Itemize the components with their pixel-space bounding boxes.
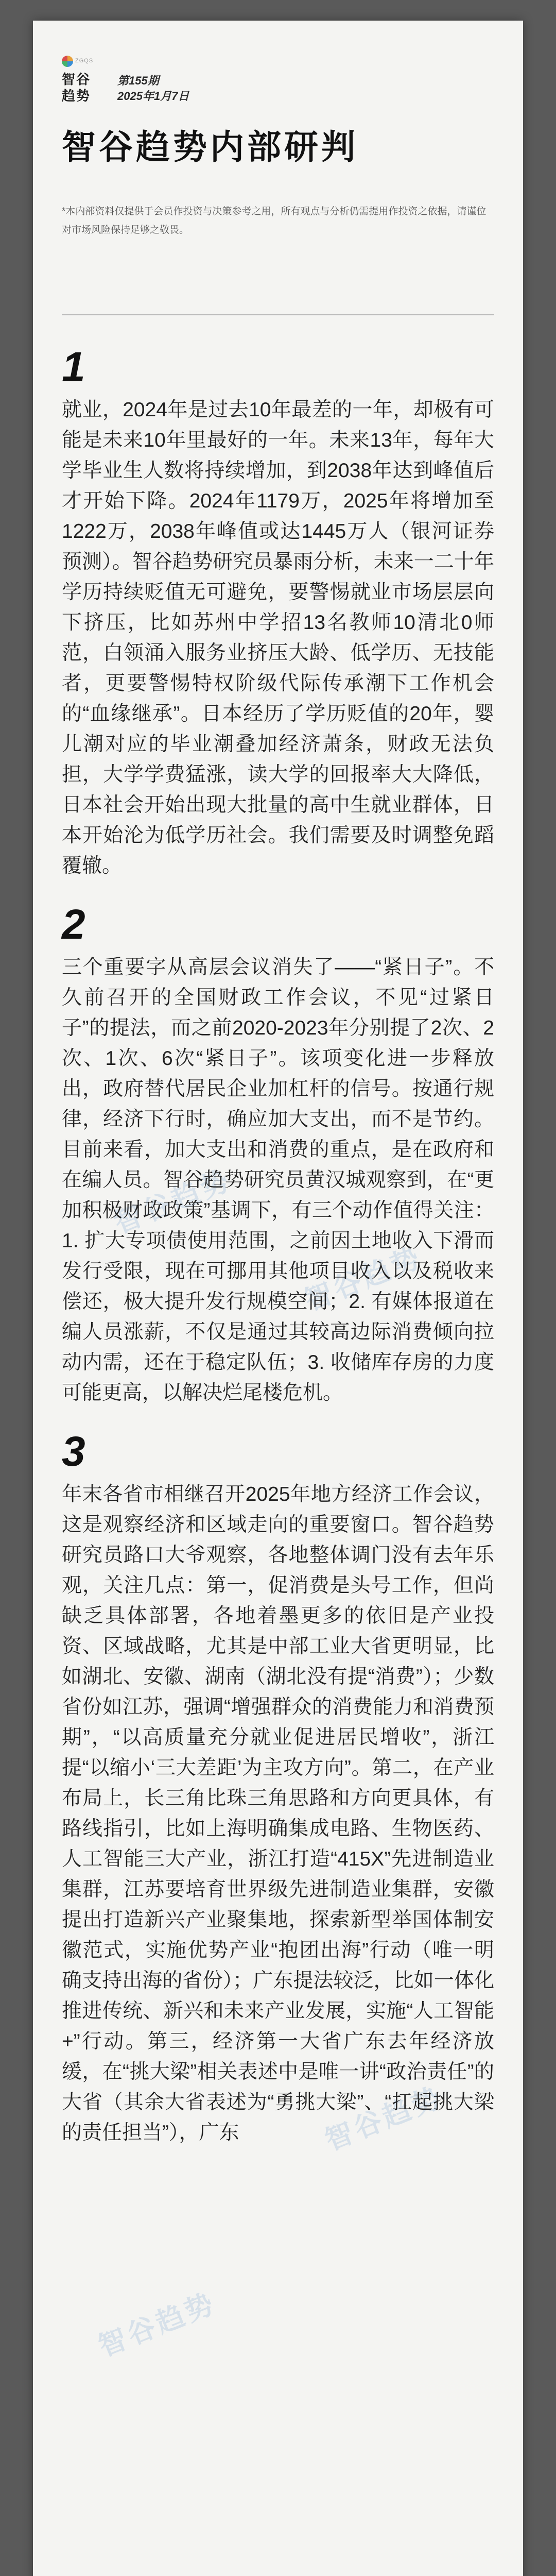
section-text: 年末各省市相继召开2025年地方经济工作会议，这是观察经济和区域走向的重要窗口。智谷趋势研究员路口大爷观察，各地整体调门没有去年乐观，关注几点：第一，促消费是头号工作，但尚缺乏具体部署，各地着墨更多的依旧是产业投资、区域战略，尤其是中部工业大省更明显，比如湖北、安徽、湖南（湖北没有提“消费”）；少数省份如江苏，强调“增强群众的消费能力和消费预期”，“以高质量充分就业促进居民增收”，浙江提“以缩小‘三大差距’为主攻方向”。第二，在产业布局上，长三角比珠三角思路和方向更具体，有路线指引，比如上海明确集成电路、生物医药、人工智能三大产业，浙江打造“415X”先进制造业集群，江苏要培育世界级先进制造业集群，安徽提出打造新兴产业聚集地，探索新型举国体制安徽范式，实施优势产业“抱团出海”行动（唯一明确支持出海的省份）；广东提法较泛，比如一体化推进传统、新兴和未来产业发展，实施“人工智能+”行动。第三，经济第一大省广东去年经济放缓，在“挑大梁”相关表述中是唯一讲“政治责任”的大省（其余大省表述为“勇挑大梁”、“扛起挑大梁的责任担当”），广东	[62, 1483, 494, 2144]
issue-number: 第155期	[117, 74, 159, 87]
disclaimer: *本内部资料仅提供于会员作投资与决策参考之用，所有观点与分析仍需提用作投资之依据，请谨位对市场风险保持足够之敬畏。	[62, 206, 486, 235]
brand-logo	[62, 54, 108, 104]
section-number: 2	[62, 901, 85, 948]
page-title: 智谷趋势内部研判	[62, 128, 358, 166]
issue-date: 2025年1月7日	[117, 90, 189, 103]
watermark-3: 智谷趋势	[321, 2081, 447, 2157]
section-number: 1	[62, 344, 85, 391]
section-3	[62, 1429, 494, 2148]
section-1	[62, 344, 494, 881]
section-number: 3	[62, 1428, 85, 1475]
section-text: 三个重要字从高层会议消失了——“紧日子”。不久前召开的全国财政工作会议，不见“过紧日子”的提法，而之前2020-2023年分别提了2次、2次、1次、6次“紧日子”。该项变化进一步释放出，政府替代居民企业加杠杆的信号。按通行规律，经济下行时，确应加大支出，而不是节约。目前来看，加大支出和消费的重点，是在政府和在编人员。智谷趋势研究员黄汉城观察到，在“更加积极财政政策”基调下，有三个动作值得关注：1. 扩大专项债使用范围，之前因土地收入下滑而发行受限，现在可挪用其他项目收入以及税收来偿还，极大提升发行规模空间；2. 有媒体报道在编人员涨薪，不仅是通过其较高边际消费倾向拉动内需，还在于稳定队伍；3. 收储库存房的力度可能更高，以解决烂尾楼危机。	[62, 956, 494, 1404]
watermark-4: 智谷趋势	[94, 2287, 221, 2363]
content-fade-overlay	[33, 2545, 523, 2576]
report-content	[62, 344, 494, 2168]
logo-line1: 智谷	[62, 72, 91, 87]
watermark-2: 智谷趋势	[300, 1241, 427, 1317]
watermark-1: 智谷趋势	[110, 1164, 236, 1240]
section-2	[62, 902, 494, 1408]
logo-mark-icon	[62, 56, 73, 67]
brand-row	[62, 54, 494, 104]
report-page	[33, 21, 523, 2576]
logo-small-text: ZGQS	[75, 58, 94, 64]
report-header	[62, 54, 494, 240]
header-divider	[62, 314, 494, 315]
section-text: 就业，2024年是过去10年最差的一年，却极有可能是未来10年里最好的一年。未来13年，每年大学毕业生人数将持续增加，到2038年达到峰值后才开始下降。2024年1179万，2025年将增加至1222万，2038年峰值或达1445万人（银河证券预测）。智谷趋势研究员暴雨分析，未来一二十年学历持续贬值无可避免，要警惕就业市场层层向下挤压，比如苏州中学招13名教师10清北0师范，白领涌入服务业挤压大龄、低学历、无技能者，更要警惕特权阶级代际传承潮下工作机会的“血缘继承”。日本经历了学历贬值的20年，婴儿潮对应的毕业潮叠加经济萧条，财政无法负担，大学学费猛涨，读大学的回报率大大降低，日本社会开始出现大批量的高中生就业群体，日本开始沦为低学历社会。我们需要及时调整免蹈覆辙。	[62, 399, 494, 877]
issue-info	[117, 54, 189, 104]
logo-line2: 趋势	[62, 88, 91, 104]
